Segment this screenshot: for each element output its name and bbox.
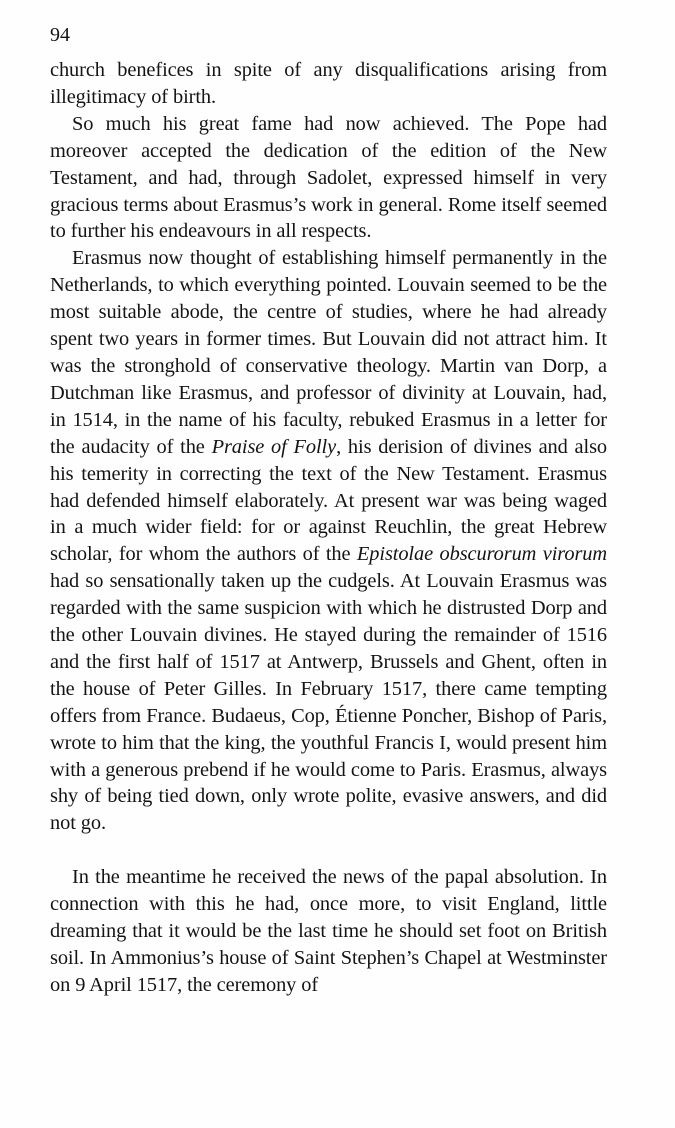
paragraph-4: In the meantime he received the news of the papal absolution. In connection with this he had, once more, to visit England, little dreaming that it would be the last time he should set foot on British soil. In Ammonius’s house of Saint Stephen’s Chapel at Westminster on 9 April 1517, the ceremony of xyxy=(50,866,607,996)
italic-title-praise-of-folly: Praise of Folly xyxy=(211,435,337,458)
italic-title-epistolae: Epistolae obscurorum virorum xyxy=(356,543,607,566)
paragraph-3-part-1: Erasmus now thought of establishing himself permanently in the Netherlands, to which everything pointed. Louvain seemed to be the most suitable abode, the centre of studies, where he had already spent two years in former times. But Louvain did not attract him. It was the stronghold of conservative theology. Martin van Dorp, a Dutchman like Erasmus, and professor of divinity at Louvain, had, in 1514, in the name of his faculty, rebuked Erasmus in a letter for the audacity of the xyxy=(50,247,607,458)
paragraph-3 xyxy=(50,245,607,837)
paragraph-3-part-3: had so sensationally taken up the cudgels. At Louvain Erasmus was regarded with the same suspicion with which he distrusted Dorp and the other Louvain divines. He stayed during the remainder of 1516 and the first half of 1517 at Antwerp, Brussels and Ghent, often in the house of Peter Gilles. In February 1517, there came tempting offers from France. Budaeus, Cop, Étienne Poncher, Bishop of Paris, wrote to him that the king, the youthful Francis I, would present him with a generous prebend if he would come to Paris. Erasmus, always shy of being tied down, only wrote polite, evasive answers, and did not go. xyxy=(50,570,607,835)
paragraph-1: church benefices in spite of any disqualifications arising from illegitimacy of birth. xyxy=(50,59,607,108)
paragraph-3-part-2: , his derision of divines and also his temerity in correcting the text of the New Testament. Erasmus had defended himself elaborately. At present war was being waged in a much wider field: for or against Reuchlin, the great Hebrew scholar, for whom the authors of the xyxy=(50,435,608,566)
paragraph-2: So much his great fame had now achieved. The Pope had moreover accepted the dedication of the edition of the New Testament, and had, through Sadolet, expressed himself in very gracious terms about Erasmus’s work in general. Rome itself seemed to further his endeavours in all respects. xyxy=(50,112,607,243)
body-text xyxy=(50,57,607,999)
page-number: 94 xyxy=(50,24,70,46)
